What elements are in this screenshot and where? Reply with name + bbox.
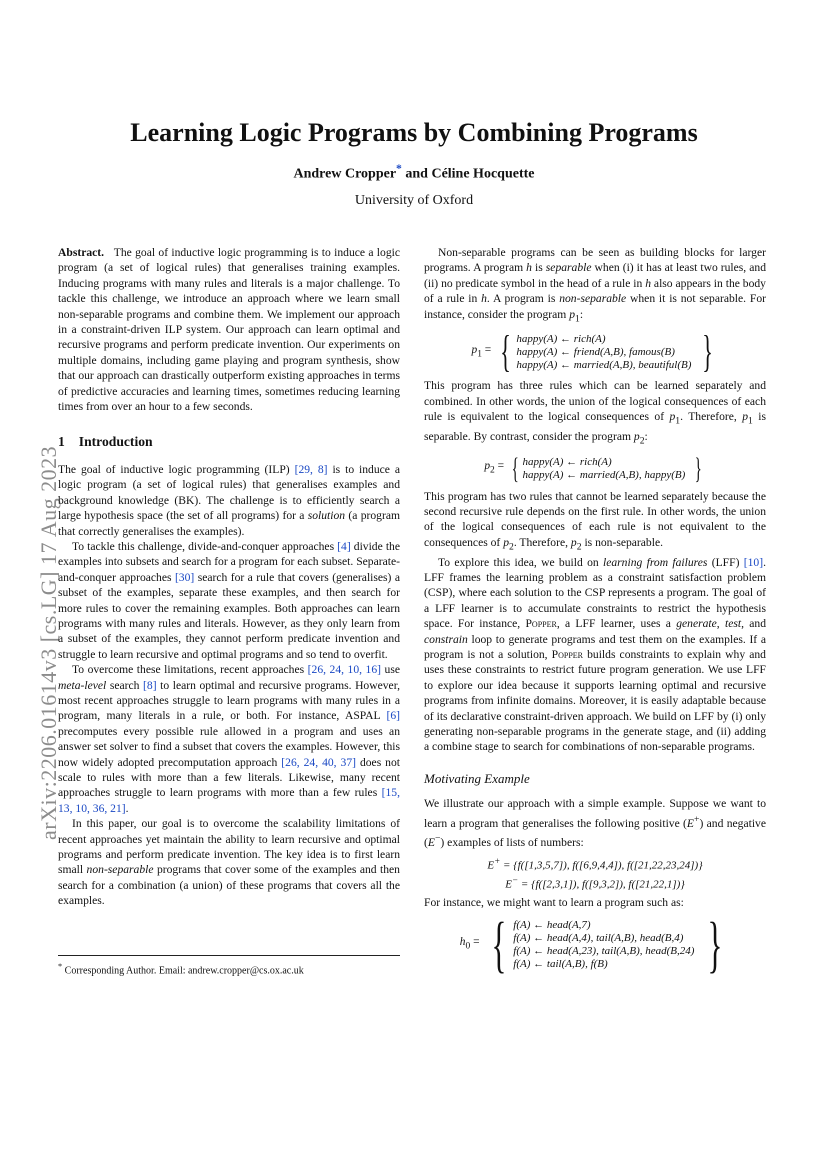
paper-title: Learning Logic Programs by Combining Programs — [130, 118, 698, 147]
body-paragraph: Non-separable programs can be seen as building blocks for larger programs. A program h is separable when (i) it has at least two rules, and (ii) no predicate symbol in the head of a rule in h also appears in the body of a rule in h. A program is non-separable when it is not separable. For instance, consider the program $p_1$: — [424, 246, 766, 324]
body-paragraph: We illustrate our approach with a simple example. Suppose we want to learn a program that generalises the following positive (E+) and negative (E−) examples of lists of numbers: — [424, 797, 766, 849]
equation-p2: $p_2$ = { happy(A) ← rich(A) happy(A) ← married(A,B), happy(B) } — [484, 451, 703, 485]
rule: f(A) ← tail(A,B), f(B) — [513, 957, 608, 970]
negative-examples: E− = {f([2,3,1]), f([9,3,2]), f([21,22,1])} — [505, 874, 685, 891]
abstract-text: The goal of inductive logic programming is to induce a logic program (a set of logical rules) that generalises training examples. Inducing programs with many rules and literals is a major challenge. To tackle this challenge, we introduce an approach where we learn small non-separable programs and combine them. We implement our approach in a constraint-driven ILP system. Our approach can learn optimal and recursive programs and perform predicate invention. Our experiments on multiple domains, including game playing and program synthesis, show that our approach can drastically outperform existing approaches in terms of predictive accuracies and learning times, sometimes reducing learning times from over an hour to a few seconds. — [58, 246, 400, 414]
intro-paragraph-4: In this paper, our goal is to overcome the scalability limitations of recent approaches yet maintain the ability to learn recursive and optimal programs and perform predicate invention. The key idea is to first learn small non-separable programs that cover some of the examples and then search for a combination (a union) of these programs that covers all the examples. — [58, 817, 400, 908]
intro-paragraph-3: To overcome these limitations, recent approaches [26, 24, 10, 16] use meta-level search [8] to learn optimal and recursive programs. However, most recent approaches struggle to learn programs with many rules in a program, many literals in a rule, or both. For instance, ASPAL [6] precomputes every possible rule allowed in a program and uses an answer set solver to find a subset that covers the examples. However, this now widely adopted precomputation approach [26, 24, 40, 37] does not scale to rules with more than a few literals. Likewise, many recent approaches struggle to learn programs with more than a few rules [15, 13, 10, 36, 21]. — [58, 663, 400, 815]
equation-h0: $h_0$ = { f(A) ← head(A,7) f(A) ← head(A,4), tail(A,B), head(B,4) f(A) ← head(A,23), tail(A,B), head(B,24) f(A) ← tail(A,B), f(B) } — [459, 910, 723, 979]
equation-p1: $p_1$ = { happy(A) ← rich(A) happy(A) ← friend(A,B), famous(B) happy(A) ← married(A,B), beautiful(B) } — [471, 327, 714, 377]
left-column — [58, 245, 400, 909]
citation[interactable]: [26, 24, 40, 37] — [281, 755, 356, 769]
citation[interactable]: [10] — [743, 555, 764, 569]
arxiv-stamp: arXiv:2206.01614v3 [cs.LG] 17 Aug 2023 — [36, 445, 61, 840]
body-paragraph: This program has two rules that cannot be learned separately because the second recursive rule depends on the first rule. In other words, the union of the logical consequences of each rule is not equivalent to the consequences of $p_2$. Therefore, $p_2$ is non-separable. — [424, 489, 766, 553]
rule: f(A) ← head(A,4), tail(A,B), head(B,4) — [513, 931, 684, 944]
rule: f(A) ← head(A,7) — [513, 918, 591, 931]
right-column — [424, 245, 766, 979]
rule: happy(A) ← married(A,B), beautiful(B) — [516, 358, 692, 371]
body-paragraph: This program has three rules which can be learned separately and combined. In other words, the union of the logical consequences of each rule is equivalent to the logical consequences of $p_1$. Therefore, $p_1$ is separable. By contrast, consider the program $p_2$: — [424, 379, 766, 447]
footnote-mark[interactable]: * — [396, 162, 402, 175]
abstract — [58, 245, 400, 414]
citation[interactable]: [29, 8] — [294, 462, 328, 476]
author-1: Andrew Cropper — [293, 166, 397, 182]
rule: f(A) ← head(A,23), tail(A,B), head(B,24) — [513, 944, 695, 957]
intro-paragraph-1: The goal of inductive logic programming (ILP) [29, 8] is to induce a logic program (a set of logical rules) that generalises examples and background knowledge (BK). The challenge is to efficiently search a large hypothesis space (the set of all programs) for a solution (a program that correctly generalises the examples). — [58, 462, 400, 538]
citation[interactable]: [15, 13, 10, 36, 21] — [58, 786, 400, 815]
footnote: * Corresponding Author. Email: andrew.cropper@cs.ox.ac.uk — [58, 962, 304, 977]
citation[interactable]: [30] — [174, 570, 195, 584]
body-paragraph: For instance, we might want to learn a program such as: — [424, 896, 684, 910]
authors: Andrew Cropper* and Céline Hocquette — [293, 162, 535, 182]
citation[interactable]: [4] — [337, 539, 351, 553]
positive-examples: E+ = {f([1,3,5,7]), f([6,9,4,4]), f([21,22,23,24])} — [487, 856, 703, 872]
subsection-heading: Motivating Example — [424, 770, 530, 786]
citation[interactable]: [6] — [386, 709, 400, 723]
intro-paragraph-2: To tackle this challenge, divide-and-conquer approaches [4] divide the examples into subsets and search for a program for each subset. Separate-and-conquer approaches [30] search for a rule that covers (generalises) a subset of the examples, separate these examples, and then search for more rules to cover the remaining examples. Both approaches can learn programs with many rules and literals. However, as they only learn from a subset of the examples, they cannot perform predicate invention and struggle to learn recursive and optimal programs and so tend to overfit. — [58, 539, 400, 661]
citation[interactable]: [26, 24, 10, 16] — [307, 663, 381, 677]
affiliation: University of Oxford — [354, 193, 474, 208]
example-sets — [424, 854, 766, 891]
section-heading: 1 Introduction — [58, 434, 153, 450]
author-2: Céline Hocquette — [431, 166, 535, 182]
rule: happy(A) ← married(A,B), happy(B) — [522, 468, 686, 481]
rule: happy(A) ← rich(A) — [516, 332, 606, 345]
rule: happy(A) ← rich(A) — [522, 455, 612, 468]
footnote-divider — [58, 955, 400, 956]
body-paragraph: To explore this idea, we build on learning from failures (LFF) [10]. LFF frames the learning problem as a constraint satisfaction problem (CSP), where each solution to the CSP represents a program. The goal of a LFF learner is to accumulate constraints to restrict the hypothesis space. For instance, Popper, a LFF learner, uses a generate, test, and constrain loop to generate programs and test them on the examples. If a program is not a solution, Popper builds constraints to explain why and uses these constraints to restrict future program generation. We use LFF to explore our idea because it supports learning optimal and recursive programs from infinite domains. Moreover, it is easily adaptable because of its declarative constraint-driven approach. We build on LFF by (i) only generating non-separable programs in the generate stage, and (ii) adding a combine stage to search for combinations of non-separable programs. — [424, 555, 767, 754]
abstract-label: Abstract. — [58, 246, 105, 259]
citation[interactable]: [8] — [143, 678, 157, 692]
rule: happy(A) ← friend(A,B), famous(B) — [516, 345, 675, 358]
